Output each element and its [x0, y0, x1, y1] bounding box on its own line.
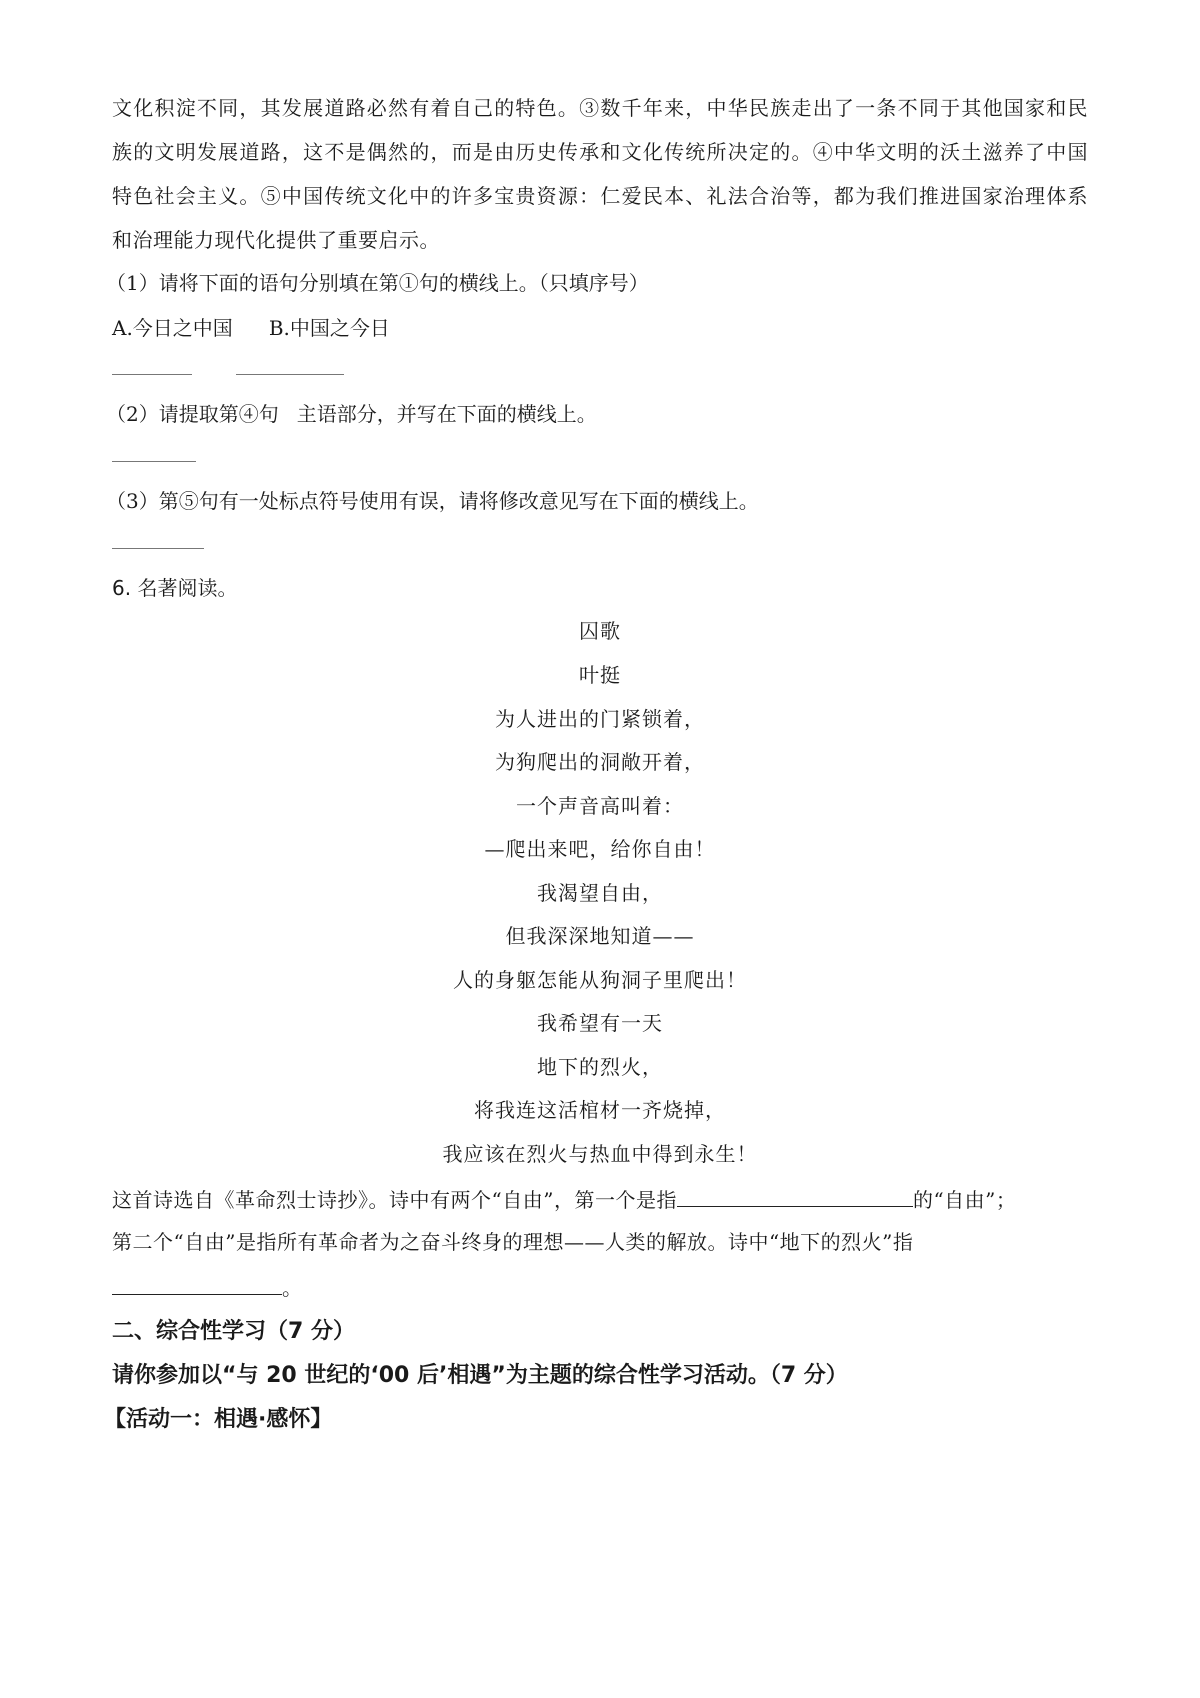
poem-line: 我希望有一天 [537, 1011, 663, 1035]
answer-blank-6[interactable] [112, 1272, 282, 1295]
poem-line: 一个声音高叫着： [516, 794, 684, 818]
q6-period: 。 [282, 1276, 302, 1300]
poem-line: 我渴望自由， [537, 881, 663, 905]
answer-blank-2[interactable] [236, 374, 344, 375]
q5-sub2-part-b: 主语部分，并写在下面的横线上。 [296, 402, 597, 426]
section-2-intro: 请你参加以“与 20 世纪的‘00 后’相遇”为主题的综合性学习活动。（7 分） [112, 1363, 848, 1388]
section-2-heading: 二、综合性学习（7 分） [112, 1319, 355, 1344]
paragraph-line: 族的文明发展道路，这不是偶然的，而是由历史传承和文化传统所决定的。④中华文明的沃土滋养了中国 [112, 140, 1088, 164]
poem-title: 囚歌 [579, 619, 621, 643]
q6-question-line-2: 第二个“自由”是指所有革命者为之奋斗终身的理想——人类的解放。诗中“地下的烈火”指 [112, 1230, 914, 1254]
q6-heading: 6. 名著阅读。 [112, 576, 238, 600]
poem-line: 人的身躯怎能从狗洞子里爬出！ [453, 968, 747, 992]
poem-line: 但我深深地知道—— [505, 924, 695, 948]
answer-blank-1[interactable] [112, 374, 192, 375]
answer-blank-3[interactable] [112, 461, 196, 462]
paragraph-line: 文化积淀不同，其发展道路必然有着自己的特色。③数千年来，中华民族走出了一条不同于其他国家和民 [112, 96, 1088, 120]
answer-blank-5[interactable] [677, 1184, 913, 1207]
q5-options [112, 314, 390, 342]
activity-1-heading: 【活动一：相遇·感怀】 [104, 1407, 333, 1432]
q5-sub2-part-a: （2）请提取第④句 [106, 402, 279, 426]
q6-text-part-a: 这首诗选自《革命烈士诗抄》。诗中有两个“自由”，第一个是指 [112, 1188, 677, 1212]
paragraph-line: 特色社会主义。⑤中国传统文化中的许多宝贵资源：仁爱民本、礼法合治等，都为我们推进国家治理体系 [112, 184, 1088, 208]
poem-line: 我应该在烈火与热血中得到永生！ [442, 1142, 758, 1166]
q5-sub3: （3）第⑤句有一处标点符号使用有误，请将修改意见写在下面的横线上。 [106, 489, 759, 513]
q6-text-part-b: 的“自由”； [912, 1188, 1017, 1212]
q5-sub1: （1）请将下面的语句分别填在第①句的横线上。（只填序号） [106, 271, 649, 295]
answer-blank-4[interactable] [112, 548, 204, 549]
option-b: B.中国之今日 [268, 316, 390, 340]
q5-sub2 [106, 400, 597, 428]
poem-author: 叶挺 [579, 663, 621, 687]
option-a: A.今日之中国 [112, 316, 233, 340]
paragraph-line: 和治理能力现代化提供了重要启示。 [112, 228, 440, 252]
q6-question-line-3 [112, 1272, 302, 1302]
poem-line: 为人进出的门紧锁着， [495, 707, 705, 731]
poem-line: —爬出来吧，给你自由！ [484, 837, 716, 861]
poem-line: 将我连这活棺材一齐烧掉， [474, 1098, 726, 1122]
poem-line: 地下的烈火， [537, 1055, 663, 1079]
q6-question-line-1 [112, 1184, 1016, 1214]
poem-line: 为狗爬出的洞敞开着， [495, 750, 705, 774]
